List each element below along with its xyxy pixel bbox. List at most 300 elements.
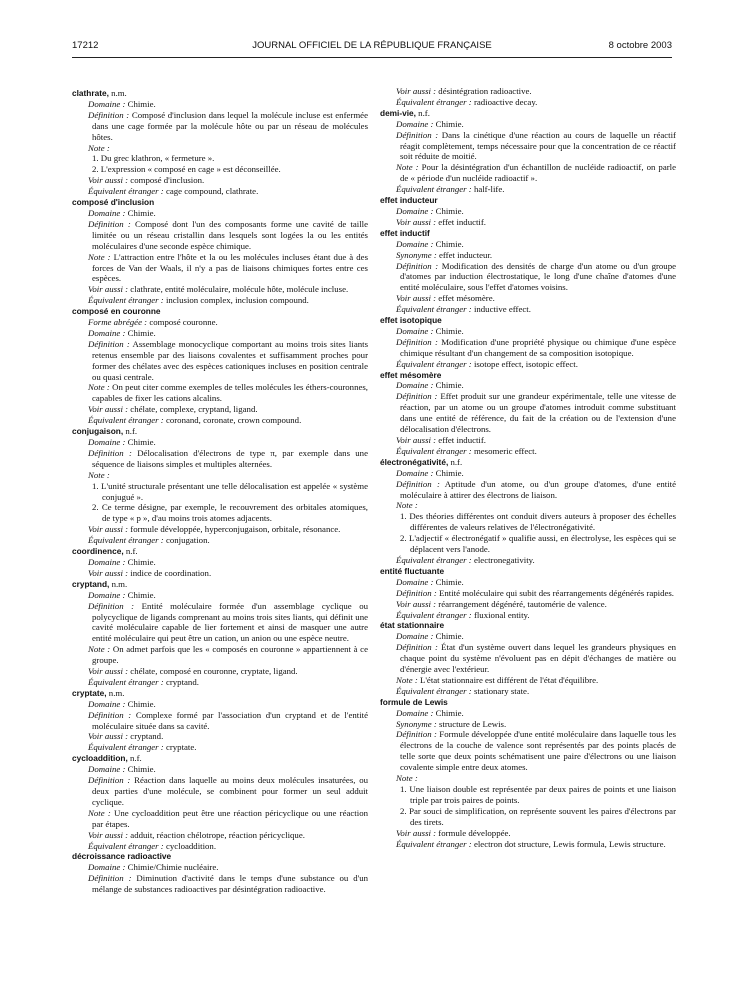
page-number: 17212 bbox=[72, 40, 99, 51]
domain-field-label: Domaine : bbox=[396, 576, 434, 587]
domain-field-value: Chimie. bbox=[435, 631, 464, 642]
see-also-field-label: Voir aussi : bbox=[88, 284, 129, 295]
domain-field bbox=[384, 380, 676, 391]
domain-field-value: Chimie. bbox=[435, 467, 464, 478]
entry-term: électronégativité, bbox=[380, 456, 449, 467]
foreign-equivalent-field-label: Équivalent étranger : bbox=[396, 554, 472, 565]
entry-term: décroissance radioactive bbox=[72, 851, 172, 862]
see-also-field-value: chélate, complexe, cryptand, ligand. bbox=[130, 404, 258, 415]
domain-field-label: Domaine : bbox=[88, 698, 126, 709]
page-header bbox=[72, 40, 672, 54]
definition-field-value: Diminution d'activité dans le temps d'une substance ou d'un mélange de substances radioactives par désintégration radioactive. bbox=[92, 873, 369, 895]
definition-field-label: Définition : bbox=[88, 873, 132, 884]
dictionary-entry bbox=[72, 546, 368, 579]
entry-pos: n.m. bbox=[111, 88, 127, 98]
foreign-equivalent-field bbox=[384, 184, 676, 195]
entry-pos: n.m. bbox=[111, 578, 128, 589]
domain-field-label: Domaine : bbox=[396, 707, 434, 718]
note-field bbox=[384, 675, 676, 686]
foreign-equivalent-field bbox=[76, 742, 368, 753]
header-rule bbox=[72, 57, 672, 58]
entry-term: effet inducteur bbox=[380, 195, 438, 206]
domain-field bbox=[76, 764, 368, 775]
definition-field-label: Définition : bbox=[88, 775, 131, 786]
note-field-value: L'état stationnaire est différent de l'état d'équilibre. bbox=[419, 674, 599, 685]
dictionary-entry bbox=[72, 197, 368, 306]
see-also-field-value: adduit, réaction chélotrope, réaction péricyclique. bbox=[130, 829, 305, 840]
see-also-field-value: effet mésomère. bbox=[438, 293, 495, 304]
see-also-field bbox=[384, 599, 676, 610]
note-field bbox=[384, 500, 676, 511]
see-also-field-label: Voir aussi : bbox=[88, 567, 129, 578]
definition-field bbox=[76, 710, 368, 732]
definition-field-label: Définition : bbox=[88, 338, 130, 349]
foreign-equivalent-field-value: mesomeric effect. bbox=[473, 445, 537, 456]
see-also-field-label: Voir aussi : bbox=[396, 293, 437, 304]
foreign-equivalent-field bbox=[384, 610, 676, 621]
definition-field-value: Modification des densités de charge d'un atome ou d'un groupe d'atomes par induction électrostatique, le long d'une chaîne d'atomes d'une entité moléculaire, sous l'effet d'atomes voisins. bbox=[400, 260, 676, 293]
synonym-field-value: effet inducteur. bbox=[439, 249, 493, 260]
foreign-equivalent-field-label: Équivalent étranger : bbox=[396, 358, 472, 369]
definition-field bbox=[76, 339, 368, 383]
entry-headword bbox=[72, 88, 368, 99]
definition-field-value: Dans la cinétique d'une réaction au cours de laquelle un réactif réagit complètement, temps nécessaire pour que la concentration de ce réactif soit réduite de moitié. bbox=[400, 129, 676, 162]
dictionary-entry bbox=[72, 579, 368, 688]
foreign-equivalent-field bbox=[76, 841, 368, 852]
domain-field-value: Chimie. bbox=[127, 556, 156, 567]
see-also-field-label: Voir aussi : bbox=[88, 404, 129, 415]
domain-field-value: Chimie. bbox=[127, 327, 156, 338]
dictionary-entry bbox=[72, 851, 368, 895]
entry-pos: n.f. bbox=[450, 456, 463, 467]
note-field-value: Une cycloaddition peut être une réaction péricyclique ou une réaction par étapes. bbox=[92, 807, 368, 829]
abbreviated-form-value: composé couronne. bbox=[149, 317, 218, 328]
note-field bbox=[76, 143, 368, 154]
foreign-equivalent-field-label: Équivalent étranger : bbox=[396, 838, 472, 849]
see-also-field bbox=[384, 86, 676, 97]
definition-field-label: Définition : bbox=[396, 260, 439, 271]
domain-field bbox=[384, 631, 676, 642]
see-also-field-value: désintégration radioactive. bbox=[438, 86, 532, 96]
definition-field-value: Aptitude d'un atome, ou d'un groupe d'atomes, d'une entité moléculaire à attirer des électrons de liaison. bbox=[400, 478, 676, 500]
foreign-equivalent-field bbox=[384, 359, 676, 370]
note-item: 1. Des théories différentes ont conduit divers auteurs à proposer des échelles différentes de valeurs relatives de l'électronégativité. bbox=[400, 511, 676, 533]
see-also-field-value: chélate, composé en couronne, cryptate, ligand. bbox=[130, 666, 298, 677]
see-also-field-label: Voir aussi : bbox=[396, 598, 437, 609]
definition-field-label: Définition : bbox=[396, 587, 437, 598]
domain-field-label: Domaine : bbox=[396, 205, 434, 216]
publication-date: 8 octobre 2003 bbox=[608, 40, 672, 51]
definition-field-value: État d'un système ouvert dans lequel les grandeurs physiques en chaque point du système n'évoluent pas en dépit d'échanges de matière ou d'énergie avec l'extérieur. bbox=[400, 642, 676, 675]
dictionary-entry bbox=[72, 306, 368, 426]
foreign-equivalent-field-label: Équivalent étranger : bbox=[396, 445, 472, 456]
definition-field bbox=[76, 775, 368, 808]
dictionary-entry bbox=[380, 195, 676, 228]
see-also-field-value: effet inductif. bbox=[438, 216, 487, 227]
entry-term: entité fluctuante bbox=[380, 565, 445, 576]
domain-field-label: Domaine : bbox=[396, 118, 434, 129]
entry-headword bbox=[380, 370, 676, 381]
note-field-label: Note : bbox=[396, 773, 418, 784]
definition-field-value: Composé d'inclusion dans lequel la molécule incluse est enfermée dans une cage formée par la molécule hôte ou par un réseau de molécules hôtes. bbox=[92, 109, 368, 142]
note-field-label: Note : bbox=[88, 251, 111, 262]
note-field-label: Note : bbox=[396, 674, 418, 685]
synonym-field-label: Synonyme : bbox=[396, 718, 437, 729]
note-field bbox=[384, 162, 676, 184]
definition-field-label: Définition : bbox=[396, 729, 437, 740]
foreign-equivalent-field-value: radioactive decay. bbox=[473, 96, 538, 107]
entry-headword bbox=[72, 688, 368, 699]
domain-field bbox=[76, 699, 368, 710]
domain-field bbox=[76, 590, 368, 601]
definition-field-value: Assemblage monocyclique comportant au moins trois sites liants retenus ensemble par des liaisons covalentes et suffisamment proches pour former des chélates avec des espèces cationiques incluses en position centrale ou quasi centrale. bbox=[92, 338, 368, 382]
see-also-field bbox=[76, 568, 368, 579]
definition-field-label: Définition : bbox=[396, 642, 438, 653]
foreign-equivalent-field-label: Équivalent étranger : bbox=[88, 840, 164, 851]
see-also-field-value: réarrangement dégénéré, tautomérie de valence. bbox=[438, 598, 607, 609]
see-also-field-value: formule développée. bbox=[438, 827, 511, 838]
see-also-field-label: Voir aussi : bbox=[396, 827, 437, 838]
foreign-equivalent-field-value: cryptand. bbox=[165, 676, 199, 687]
note-field bbox=[76, 252, 368, 285]
foreign-equivalent-field-label: Équivalent étranger : bbox=[396, 685, 472, 696]
domain-field-value: Chimie. bbox=[435, 118, 464, 129]
right-column bbox=[380, 86, 676, 849]
abbreviated-form-label: Forme abrégée : bbox=[88, 317, 148, 328]
domain-field bbox=[384, 577, 676, 588]
see-also-field bbox=[76, 284, 368, 295]
note-field-label: Note : bbox=[88, 142, 110, 153]
foreign-equivalent-field-value: stationary state. bbox=[473, 685, 530, 696]
domain-field-value: Chimie. bbox=[435, 380, 464, 391]
foreign-equivalent-field-label: Équivalent étranger : bbox=[88, 742, 164, 753]
foreign-equivalent-field bbox=[76, 535, 368, 546]
domain-field-label: Domaine : bbox=[88, 437, 126, 447]
foreign-equivalent-field-value: inductive effect. bbox=[473, 304, 531, 315]
domain-field-label: Domaine : bbox=[88, 862, 126, 873]
dictionary-entry bbox=[380, 457, 676, 566]
note-field-value: L'attraction entre l'hôte et la ou les molécules incluses étant due à des forces de Van der Waals, il n'y a pas de liaisons chimiques fortes entre ces espèces. bbox=[92, 251, 368, 284]
entry-pos: n.m. bbox=[108, 687, 125, 698]
see-also-field-label: Voir aussi : bbox=[88, 524, 129, 535]
foreign-equivalent-field-value: cage compound, clathrate. bbox=[165, 186, 259, 197]
domain-field-label: Domaine : bbox=[88, 207, 126, 218]
note-field bbox=[76, 382, 368, 404]
domain-field bbox=[76, 99, 368, 110]
see-also-field-value: clathrate, entité moléculaire, molécule hôte, molécule incluse. bbox=[130, 284, 349, 295]
note-field bbox=[76, 470, 368, 481]
domain-field-value: Chimie. bbox=[435, 238, 464, 249]
entry-headword bbox=[72, 579, 368, 590]
see-also-field-label: Voir aussi : bbox=[88, 829, 129, 840]
entry-term: clathrate, bbox=[72, 88, 109, 98]
note-item: 2. Ce terme désigne, par exemple, le recouvrement des orbitales atomiques, de type « p », d'au moins trois atomes adjacents. bbox=[92, 502, 368, 524]
definition-field bbox=[384, 130, 676, 163]
foreign-equivalent-field-label: Équivalent étranger : bbox=[88, 676, 164, 687]
foreign-equivalent-field bbox=[384, 555, 676, 566]
foreign-equivalent-field-label: Équivalent étranger : bbox=[396, 96, 472, 107]
domain-field bbox=[76, 328, 368, 339]
domain-field bbox=[384, 468, 676, 479]
see-also-field bbox=[76, 830, 368, 841]
definition-field-label: Définition : bbox=[88, 109, 130, 120]
synonym-field bbox=[384, 719, 676, 730]
definition-field bbox=[384, 588, 676, 599]
see-also-field-value: effet inductif. bbox=[438, 435, 487, 445]
domain-field-value: Chimie. bbox=[127, 589, 156, 600]
see-also-field-value: composé d'inclusion. bbox=[130, 175, 205, 186]
foreign-equivalent-field-label: Équivalent étranger : bbox=[396, 609, 472, 620]
note-field-label: Note : bbox=[88, 644, 111, 655]
definition-field-value: Complexe formé par l'association d'un cryptand et de l'entité moléculaire située dans sa cavité. bbox=[92, 709, 368, 731]
domain-field-value: Chimie. bbox=[127, 698, 156, 709]
entry-pos: n.f. bbox=[125, 546, 138, 557]
definition-field-label: Définition : bbox=[396, 478, 440, 489]
note-field-label: Note : bbox=[88, 469, 110, 480]
domain-field-value: Chimie. bbox=[435, 576, 464, 587]
see-also-field bbox=[76, 731, 368, 742]
synonym-field-value: structure de Lewis. bbox=[439, 718, 507, 729]
entry-term: cryptate, bbox=[72, 687, 107, 698]
domain-field-label: Domaine : bbox=[88, 98, 126, 109]
note-item: 1. Du grec klathron, « fermeture ». bbox=[92, 153, 215, 164]
foreign-equivalent-field bbox=[76, 415, 368, 426]
see-also-field bbox=[384, 217, 676, 228]
entry-term: coordinence, bbox=[72, 546, 124, 557]
entry-term: formule de Lewis bbox=[380, 696, 448, 707]
domain-field-value: Chimie. bbox=[127, 764, 156, 775]
note-field-value: Pour la désintégration d'un échantillon de nucléide radioactif, on parle de « période d'un nucléide radioactif ». bbox=[400, 162, 677, 184]
note-field bbox=[384, 773, 676, 784]
abbreviated-form bbox=[76, 317, 368, 328]
entry-term: demi-vie, bbox=[380, 107, 416, 118]
definition-field-value: Réaction dans laquelle au moins deux molécules insaturées, ou deux parties d'une molécule, se combinent pour former un seul adduit cyclique. bbox=[92, 775, 368, 807]
entry-term: effet inductif bbox=[380, 227, 430, 238]
domain-field-label: Domaine : bbox=[396, 380, 434, 391]
see-also-field-value: cryptand. bbox=[130, 731, 164, 742]
foreign-equivalent-field-value: cryptate. bbox=[165, 742, 197, 753]
definition-field bbox=[76, 448, 368, 470]
foreign-equivalent-field bbox=[76, 677, 368, 688]
entry-headword bbox=[72, 753, 368, 764]
foreign-equivalent-field bbox=[76, 295, 368, 306]
dictionary-entry bbox=[380, 228, 676, 315]
note-item: 2. L'expression « composé en cage » est déconseillée. bbox=[92, 164, 281, 175]
dictionary-entry bbox=[380, 370, 676, 457]
foreign-equivalent-field-value: electronegativity. bbox=[473, 554, 535, 565]
foreign-equivalent-field bbox=[76, 186, 368, 197]
foreign-equivalent-field-value: electron dot structure, Lewis formula, Lewis structure. bbox=[473, 838, 666, 849]
see-also-field-label: Voir aussi : bbox=[396, 435, 437, 445]
definition-field-value: Effet produit sur une grandeur expérimentale, telle une vitesse de réaction, par un atome ou un groupe d'atomes introduit comme substituant dans une entité de référence, du fait de la création ou de l'extension d'une délocalisation d'électrons. bbox=[400, 391, 677, 435]
see-also-field bbox=[384, 828, 676, 839]
foreign-equivalent-field-label: Équivalent étranger : bbox=[88, 415, 164, 426]
entry-term: effet isotopique bbox=[380, 315, 442, 326]
definition-field-value: Formule développée d'une entité moléculaire dans laquelle tous les électrons de la couche de valence sont représentés par des points placés de telle sorte que deux points schématisent une paire d'électrons ou une liaison covalente simple entre deux atomes. bbox=[400, 729, 677, 773]
note-item: 2. Par souci de simplification, on représente souvent les paires d'électrons par des tirets. bbox=[400, 805, 676, 827]
dictionary-entry bbox=[380, 108, 676, 195]
foreign-equivalent-field-label: Équivalent étranger : bbox=[88, 186, 164, 197]
foreign-equivalent-field-label: Équivalent étranger : bbox=[88, 295, 164, 306]
definition-field-value: Délocalisation d'électrons de type π, par exemple dans une séquence de liaisons simples et multiples alternées. bbox=[92, 447, 368, 469]
dictionary-entry bbox=[380, 620, 676, 696]
see-also-field bbox=[76, 524, 368, 535]
definition-field bbox=[384, 391, 676, 435]
entry-headword bbox=[380, 195, 676, 206]
entry-headword bbox=[72, 426, 368, 437]
definition-field-label: Définition : bbox=[396, 336, 438, 347]
synonym-field bbox=[384, 250, 676, 261]
definition-field-label: Définition : bbox=[88, 600, 135, 611]
see-also-field-label: Voir aussi : bbox=[88, 666, 129, 677]
definition-field bbox=[76, 601, 368, 645]
entry-headword bbox=[380, 457, 676, 468]
entry-headword bbox=[380, 566, 676, 577]
domain-field bbox=[76, 208, 368, 219]
domain-field bbox=[384, 206, 676, 217]
note-field bbox=[76, 644, 368, 666]
note-item: 1. L'unité structurale présentant une telle délocalisation est appelée « système conjugué ». bbox=[92, 480, 368, 502]
see-also-field-label: Voir aussi : bbox=[396, 86, 437, 96]
see-also-field-label: Voir aussi : bbox=[88, 175, 129, 186]
dictionary-entry bbox=[380, 315, 676, 370]
entry-term: cycloaddition, bbox=[72, 753, 128, 764]
foreign-equivalent-field bbox=[384, 686, 676, 697]
entry-headword bbox=[72, 851, 368, 862]
see-also-field bbox=[76, 404, 368, 415]
domain-field bbox=[384, 708, 676, 719]
entry-pos: n.f. bbox=[418, 107, 430, 118]
definition-field bbox=[384, 261, 676, 294]
synonym-field-label: Synonyme : bbox=[396, 249, 437, 260]
entry-headword bbox=[72, 546, 368, 557]
dictionary-entry bbox=[72, 688, 368, 753]
definition-field bbox=[384, 642, 676, 675]
domain-field bbox=[76, 862, 368, 873]
entry-pos: n.f. bbox=[129, 753, 142, 764]
left-column bbox=[72, 88, 368, 895]
domain-field-value: Chimie/Chimie nucléaire. bbox=[127, 862, 219, 873]
domain-field-value: Chimie. bbox=[435, 205, 464, 216]
foreign-equivalent-field-value: coronand, coronate, crown compound. bbox=[165, 415, 302, 426]
definition-field bbox=[384, 337, 676, 359]
entry-headword bbox=[380, 620, 676, 631]
entry-headword bbox=[380, 697, 676, 708]
foreign-equivalent-field-label: Équivalent étranger : bbox=[396, 304, 472, 315]
definition-field bbox=[76, 110, 368, 143]
domain-field-label: Domaine : bbox=[88, 764, 126, 775]
note-field-label: Note : bbox=[396, 500, 418, 511]
dictionary-entry bbox=[380, 697, 676, 850]
definition-field-label: Définition : bbox=[396, 391, 438, 402]
dictionary-entry bbox=[380, 86, 676, 108]
domain-field-value: Chimie. bbox=[435, 707, 464, 718]
domain-field-label: Domaine : bbox=[88, 556, 126, 567]
domain-field-label: Domaine : bbox=[396, 238, 434, 249]
note-field bbox=[76, 808, 368, 830]
foreign-equivalent-field bbox=[384, 446, 676, 457]
see-also-field bbox=[384, 293, 676, 304]
entry-headword bbox=[380, 108, 676, 119]
dictionary-entry bbox=[380, 566, 676, 621]
domain-field-label: Domaine : bbox=[88, 589, 126, 600]
foreign-equivalent-field-value: cycloaddition. bbox=[165, 840, 217, 851]
definition-field bbox=[76, 873, 368, 895]
note-item: 1. Une liaison double est représentée par deux paires de points et une liaison triple par trois paires de points. bbox=[400, 784, 676, 805]
see-also-field bbox=[76, 666, 368, 677]
foreign-equivalent-field bbox=[384, 839, 676, 850]
definition-field-label: Définition : bbox=[396, 129, 439, 140]
definition-field-label: Définition : bbox=[88, 218, 131, 229]
see-also-field-value: formule développée, hyperconjugaison, orbitale, résonance. bbox=[130, 524, 341, 535]
foreign-equivalent-field bbox=[384, 304, 676, 315]
definition-field-value: Entité moléculaire qui subit des réarrangements dégénérés rapides. bbox=[439, 587, 674, 598]
see-also-field bbox=[384, 435, 676, 446]
note-field-label: Note : bbox=[88, 807, 111, 818]
foreign-equivalent-field-value: inclusion complex, inclusion compound. bbox=[165, 295, 309, 306]
foreign-equivalent-field-value: isotope effect, isotopic effect. bbox=[473, 358, 578, 369]
definition-field bbox=[384, 479, 676, 501]
dictionary-entry bbox=[72, 88, 368, 197]
domain-field-label: Domaine : bbox=[88, 327, 126, 338]
foreign-equivalent-field-value: conjugation. bbox=[165, 535, 210, 546]
entry-headword bbox=[380, 315, 676, 326]
dictionary-entry bbox=[72, 426, 368, 546]
entry-term: cryptand, bbox=[72, 578, 110, 589]
domain-field-label: Domaine : bbox=[396, 631, 434, 642]
domain-field-label: Domaine : bbox=[396, 467, 434, 478]
entry-term: composé en couronne bbox=[72, 306, 161, 317]
domain-field-value: Chimie. bbox=[127, 207, 156, 218]
definition-field-label: Définition : bbox=[88, 709, 132, 720]
domain-field bbox=[76, 557, 368, 568]
definition-field bbox=[76, 219, 368, 252]
entry-term: conjugaison, bbox=[72, 426, 124, 437]
note-field-label: Note : bbox=[396, 162, 419, 173]
entry-term: état stationnaire bbox=[380, 620, 445, 631]
note-field-label: Note : bbox=[88, 382, 110, 393]
foreign-equivalent-field bbox=[384, 97, 676, 108]
entry-term: effet mésomère bbox=[380, 369, 442, 380]
domain-field-value: Chimie. bbox=[435, 325, 464, 336]
domain-field bbox=[76, 437, 368, 448]
see-also-field-value: indice de coordination. bbox=[130, 567, 212, 578]
note-field-value: On admet parfois que les « composés en couronne » appartiennent à ce groupe. bbox=[92, 644, 368, 666]
domain-field bbox=[384, 119, 676, 130]
domain-field-value: Chimie. bbox=[127, 437, 156, 447]
journal-title: JOURNAL OFFICIEL DE LA RÉPUBLIQUE FRANÇAISE bbox=[252, 40, 492, 51]
definition-field-value: Composé dont l'un des composants forme une cavité de taille limitée ou un réseau cristallin dans lesquels sont logées la ou les entités moléculaires d'une seconde espèce chimique. bbox=[92, 218, 368, 251]
entry-headword bbox=[380, 228, 676, 239]
see-also-field-label: Voir aussi : bbox=[396, 216, 437, 227]
entry-pos: n.f. bbox=[125, 426, 138, 437]
dictionary-entry bbox=[72, 753, 368, 851]
foreign-equivalent-field-label: Équivalent étranger : bbox=[88, 535, 164, 546]
note-field-value: On peut citer comme exemples de telles molécules les éthers-couronnes, capables de fixer les cations alcalins. bbox=[92, 382, 368, 404]
definition-field-value: Modification d'une propriété physique ou chimique d'une espèce chimique résultant d'un changement de sa composition isotopique. bbox=[400, 336, 676, 358]
domain-field-label: Domaine : bbox=[396, 325, 434, 336]
note-item: 2. L'adjectif « électronégatif » qualifie aussi, en électrolyse, les espèces qui se déplacent vers l'anode. bbox=[400, 533, 676, 555]
see-also-field bbox=[76, 175, 368, 186]
domain-field-value: Chimie. bbox=[127, 98, 156, 109]
foreign-equivalent-field-value: half-life. bbox=[473, 184, 505, 195]
foreign-equivalent-field-label: Équivalent étranger : bbox=[396, 184, 472, 195]
entry-term: composé d'inclusion bbox=[72, 197, 155, 208]
entry-headword bbox=[72, 197, 368, 208]
entry-headword bbox=[72, 306, 368, 317]
foreign-equivalent-field-value: fluxional entity. bbox=[473, 609, 530, 620]
domain-field bbox=[384, 326, 676, 337]
